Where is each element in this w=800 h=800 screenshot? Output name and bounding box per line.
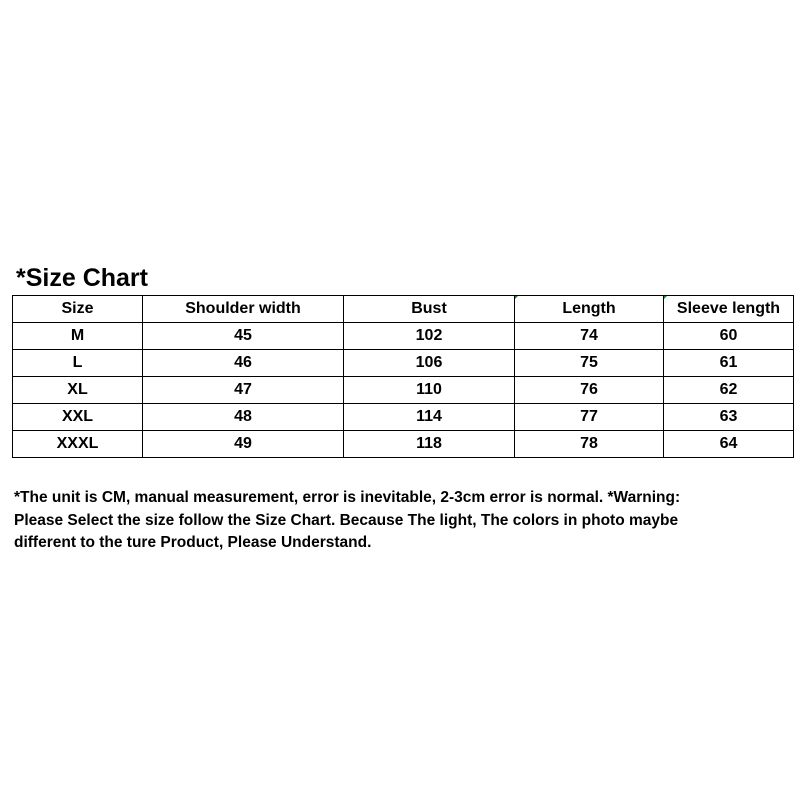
cell-bust: 114 <box>344 404 515 431</box>
column-header-bust: Bust <box>344 296 515 323</box>
table-row <box>13 404 794 431</box>
cell-size: M <box>13 323 143 350</box>
cell-shoulder-width: 48 <box>143 404 344 431</box>
cell-shoulder-width: 47 <box>143 377 344 404</box>
cell-size: XXXL <box>13 431 143 458</box>
table-row <box>13 431 794 458</box>
column-header-length: Length <box>515 296 664 323</box>
cell-size: L <box>13 350 143 377</box>
cell-length: 74 <box>515 323 664 350</box>
size-chart-title: *Size Chart <box>16 264 148 292</box>
column-header-size: Size <box>13 296 143 323</box>
cell-shoulder-width: 49 <box>143 431 344 458</box>
cell-sleeve-length: 63 <box>664 404 794 431</box>
cell-shoulder-width: 46 <box>143 350 344 377</box>
column-header-sleeve-length: Sleeve length <box>664 296 794 323</box>
cell-bust: 110 <box>344 377 515 404</box>
table-header-row <box>13 296 794 323</box>
cell-size: XL <box>13 377 143 404</box>
cell-length: 76 <box>515 377 664 404</box>
cell-length: 77 <box>515 404 664 431</box>
table-row <box>13 377 794 404</box>
cell-length: 78 <box>515 431 664 458</box>
table-row <box>13 323 794 350</box>
cell-size: XXL <box>13 404 143 431</box>
cell-bust: 102 <box>344 323 515 350</box>
cell-sleeve-length: 60 <box>664 323 794 350</box>
cell-bust: 106 <box>344 350 515 377</box>
cell-sleeve-length: 61 <box>664 350 794 377</box>
note-line: *The unit is CM, manual measurement, error is inevitable, 2-3cm error is normal. *Warning: <box>14 489 681 506</box>
size-chart-table <box>12 295 794 458</box>
cell-shoulder-width: 45 <box>143 323 344 350</box>
column-header-shoulder-width: Shoulder width <box>143 296 344 323</box>
measurement-note <box>14 487 790 555</box>
note-line: Please Select the size follow the Size Chart. Because The light, The colors in photo maybe <box>14 511 679 529</box>
cell-sleeve-length: 62 <box>664 377 794 404</box>
cell-bust: 118 <box>344 431 515 458</box>
note-line: different to the ture Product, Please Understand. <box>14 534 372 551</box>
cell-length: 75 <box>515 350 664 377</box>
table-row <box>13 350 794 377</box>
cell-sleeve-length: 64 <box>664 431 794 458</box>
